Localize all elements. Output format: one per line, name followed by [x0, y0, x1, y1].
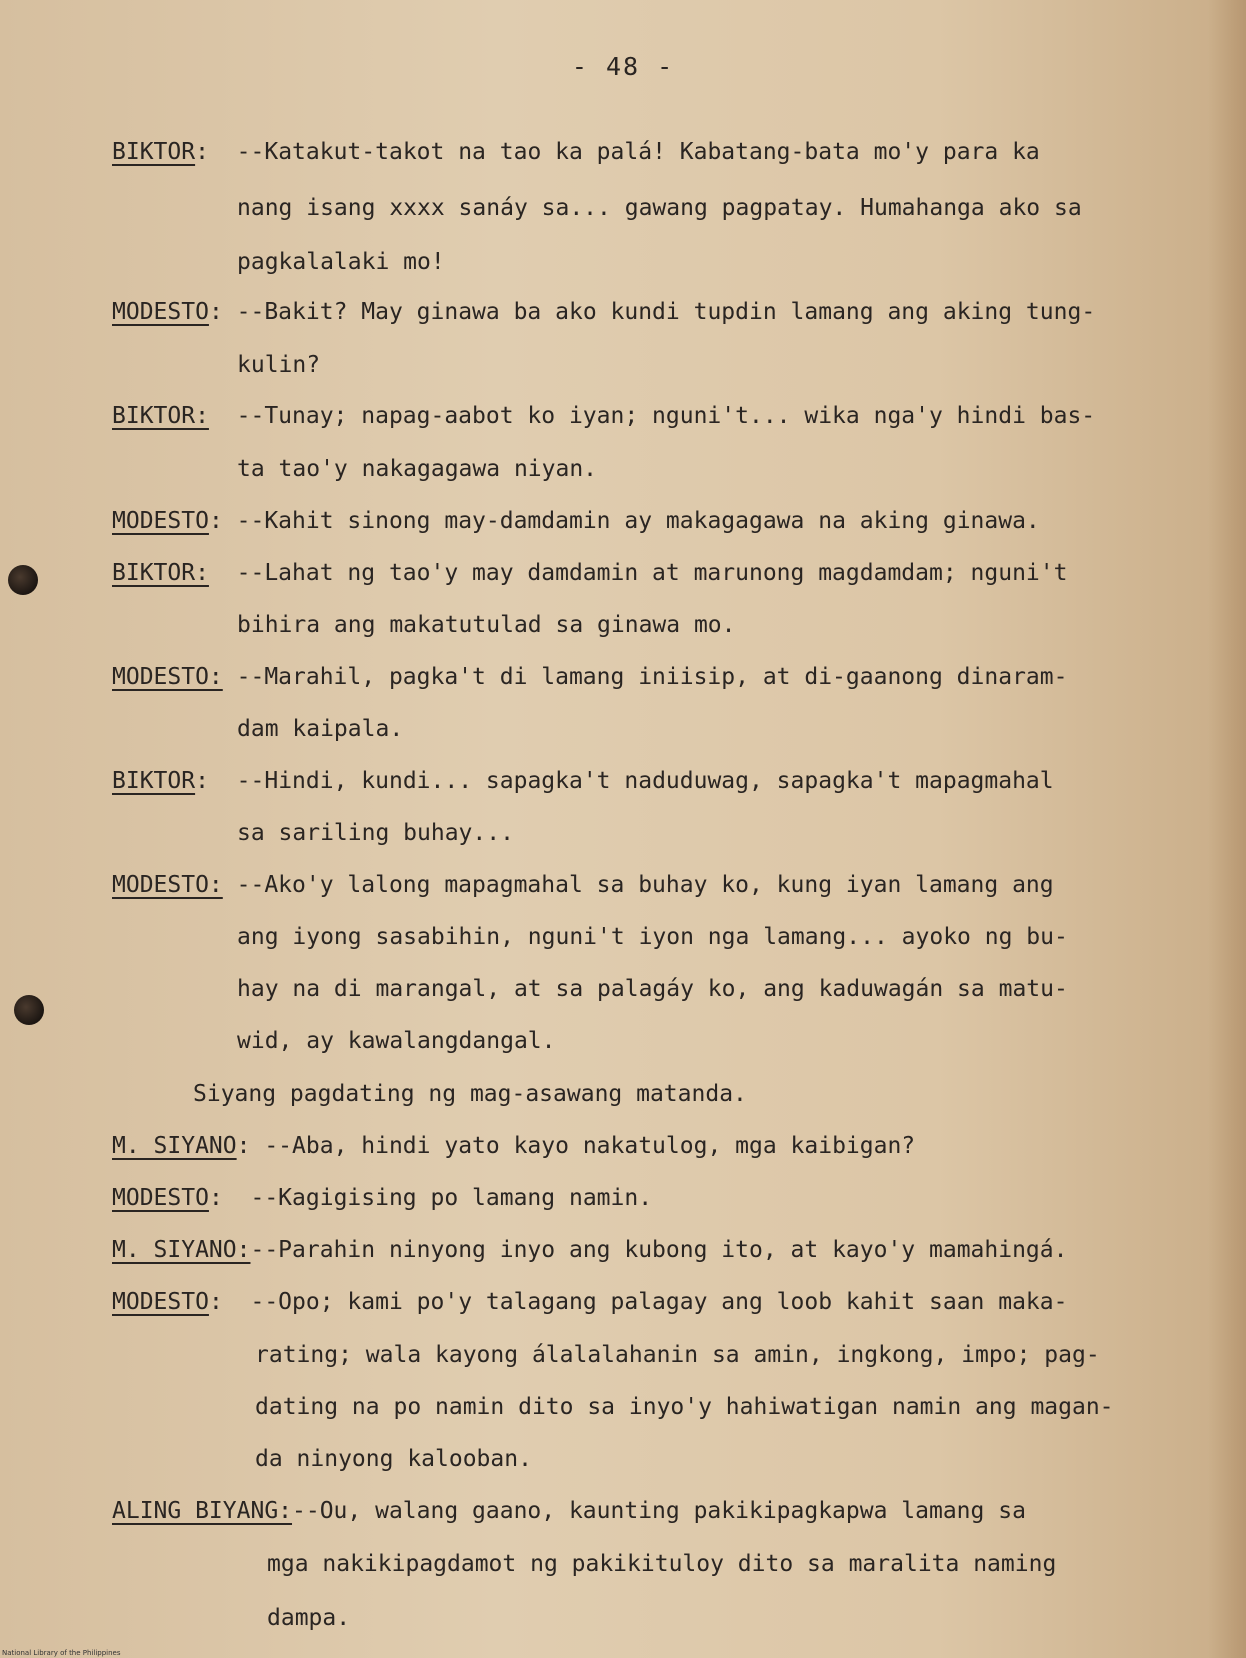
dialogue-line	[112, 874, 1054, 897]
line-text: nang isang xxxx sanáy sa... gawang pagpatay. Humahanga ako sa	[237, 195, 1082, 221]
speaker-separator: :	[208, 508, 223, 534]
line-text: Siyang pagdating ng mag-asawang matanda.	[193, 1081, 747, 1107]
line-text: --Ako'y lalong mapagmahal sa buhay ko, kung iyan lamang ang	[222, 872, 1054, 898]
line-text: ang iyong sasabihin, nguni't iyon nga lamang... ayoko ng bu-	[237, 924, 1068, 950]
dialogue-line	[112, 405, 1095, 428]
speaker-separator: :	[208, 1185, 223, 1211]
speaker-name: M. SIYANO:	[112, 1237, 251, 1263]
speaker-name: MODESTO	[112, 508, 209, 534]
continuation-line	[237, 614, 736, 637]
speaker-name: MODESTO:	[112, 872, 223, 898]
dialogue-line	[112, 1135, 915, 1158]
dialogue-line	[112, 1291, 1067, 1314]
page-number: - 48 -	[571, 52, 675, 81]
continuation-line	[237, 354, 320, 377]
continuation-line	[255, 1344, 1100, 1367]
continuation-line	[237, 1030, 556, 1053]
continuation-line	[237, 978, 1068, 1001]
speaker-separator: :	[208, 1289, 223, 1315]
line-text: --Katakut-takot na tao ka palá! Kabatang-bata mo'y para ka	[208, 139, 1040, 165]
line-text: bihira ang makatutulad sa ginawa mo.	[237, 612, 736, 638]
continuation-line	[267, 1553, 1056, 1576]
line-text: pagkalalaki mo!	[237, 249, 445, 275]
continuation-line	[237, 926, 1068, 949]
line-text: --Lahat ng tao'y may damdamin at marunong magdamdam; nguni't	[208, 560, 1068, 586]
punch-hole-top	[8, 565, 38, 595]
line-text: --Kahit sinong may-damdamin ay makagagawa na aking ginawa.	[222, 508, 1040, 534]
dialogue-line	[112, 510, 1040, 533]
continuation-line	[237, 251, 445, 274]
line-text: kulin?	[237, 352, 321, 378]
line-text: ta tao'y nakagagawa niyan.	[237, 456, 598, 482]
continuation-line	[255, 1448, 532, 1471]
page-edge-shadow	[1208, 0, 1246, 1658]
speaker-separator: :	[195, 139, 209, 165]
line-text: dam kaipala.	[237, 716, 404, 742]
dialogue-line	[112, 301, 1095, 324]
line-text: --Bakit? May ginawa ba ako kundi tupdin lamang ang aking tung-	[222, 299, 1096, 325]
dialogue-line	[112, 770, 1054, 793]
speaker-name: MODESTO	[112, 299, 209, 325]
continuation-line	[237, 822, 514, 845]
line-text: dampa.	[267, 1605, 351, 1631]
line-text: --Tunay; napag-aabot ko iyan; nguni't... wika nga'y hindi bas-	[208, 403, 1096, 429]
dialogue-line	[112, 141, 1040, 164]
line-text: --Hindi, kundi... sapagka't naduduwag, sapagka't mapagmahal	[208, 768, 1054, 794]
speaker-name: ALING BIYANG:	[112, 1498, 293, 1524]
continuation-line	[237, 458, 597, 481]
speaker-name: MODESTO	[112, 1289, 209, 1315]
line-text: --Parahin ninyong inyo ang kubong ito, at kayo'y mamahingá.	[250, 1237, 1068, 1263]
continuation-line	[237, 718, 403, 741]
speaker-separator: :	[236, 1133, 251, 1159]
continuation-line	[267, 1607, 350, 1630]
speaker-name: MODESTO:	[112, 664, 223, 690]
line-text: sa sariling buhay...	[237, 820, 514, 846]
line-text: mga nakikipagdamot ng pakikituloy dito sa maralita naming	[267, 1551, 1057, 1577]
dialogue-line	[112, 562, 1067, 585]
continuation-line	[237, 197, 1082, 220]
speaker-separator: :	[195, 768, 209, 794]
dialogue-line	[112, 666, 1067, 689]
dialogue-line	[112, 1187, 652, 1210]
continuation-line	[255, 1396, 1114, 1419]
line-text: --Kagigising po lamang namin.	[222, 1185, 653, 1211]
line-text: --Marahil, pagka't di lamang iniisip, at di-gaanong dinaram-	[222, 664, 1068, 690]
line-text: wid, ay kawalangdangal.	[237, 1028, 556, 1054]
speaker-name: BIKTOR:	[112, 560, 209, 586]
footer-credit: National Library of the Philippines	[2, 1649, 121, 1657]
line-text: da ninyong kalooban.	[255, 1446, 532, 1472]
speaker-separator: :	[208, 299, 223, 325]
dialogue-line	[112, 1500, 1026, 1523]
speaker-name: BIKTOR	[112, 139, 196, 165]
speaker-name: M. SIYANO	[112, 1133, 237, 1159]
punch-hole-bottom	[14, 995, 44, 1025]
line-text: --Aba, hindi yato kayo nakatulog, mga kaibigan?	[250, 1133, 916, 1159]
line-text: hay na di marangal, at sa palagáy ko, ang kaduwagán sa matu-	[237, 976, 1068, 1002]
speaker-name: BIKTOR:	[112, 403, 209, 429]
speaker-name: MODESTO	[112, 1185, 209, 1211]
line-text: rating; wala kayong álalalahanin sa amin, ingkong, impo; pag-	[255, 1342, 1100, 1368]
line-text: --Opo; kami po'y talagang palagay ang loob kahit saan maka-	[222, 1289, 1068, 1315]
dialogue-line	[112, 1239, 1067, 1262]
speaker-name: BIKTOR	[112, 768, 196, 794]
continuation-line	[193, 1083, 747, 1106]
line-text: --Ou, walang gaano, kaunting pakikipagkapwa lamang sa	[292, 1498, 1026, 1524]
line-text: dating na po namin dito sa inyo'y hahiwatigan namin ang magan-	[255, 1394, 1114, 1420]
